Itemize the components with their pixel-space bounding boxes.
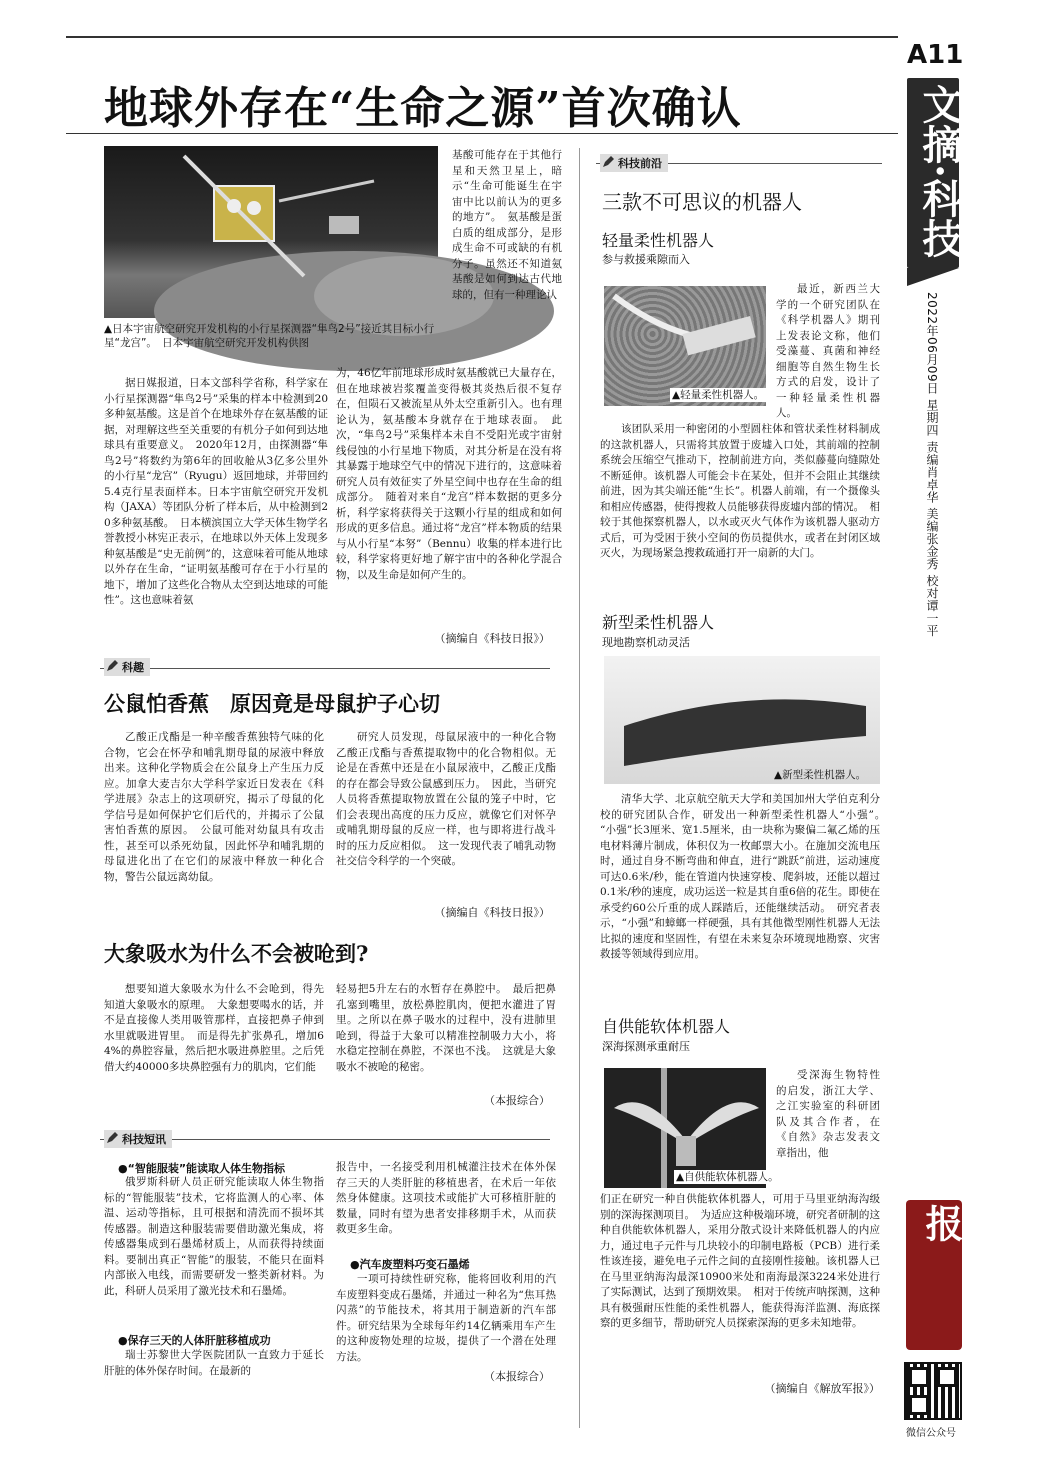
robot1-side-text: 最近，新西兰大学的一个研究团队在《科学机器人》期刊上发表论文称，他们受藻蔓、真菌和神经细胞等自然生物生长方式的启发，设计了一种轻量柔性机器人。	[776, 283, 880, 419]
briefs-tag-label: 科技短讯	[122, 1133, 166, 1146]
probe-illustration	[104, 146, 438, 318]
robots-tag-label: 科技前沿	[618, 157, 662, 170]
section-banner-slant	[907, 268, 959, 286]
robot2-photo	[604, 656, 880, 784]
robots-title: 三款不可思议的机器人	[602, 190, 802, 214]
header-rule	[66, 36, 898, 38]
mouse-section-tag	[104, 658, 150, 676]
qr-code[interactable]	[904, 1362, 962, 1420]
robot2-subtitle: 现地勘察机动灵活	[602, 636, 690, 649]
paper-logo-text: 株洲晚报	[919, 1204, 1019, 1318]
mouse-article-title: 公鼠怕香蕉 原因竟是母鼠护子心切	[104, 691, 440, 716]
briefs-section-tag	[104, 1130, 172, 1148]
robot2-caption: ▲新型柔性机器人。	[774, 769, 867, 781]
brief1-text: 俄罗斯科研人员正研究能读取人体生物指标的“智能服装”技术，它将监测人的心率、体温、运动等指标，且可根据和清洗而不损坏其传感器。制造这种服装需要借助激光集成，将传感器集成到石墨烯材质上，从而获得持续面料。要制出真正“智能”的服装，不能只在面料内部嵌入电线，而需要研发一整类新材料。为此，科研人员采用了激光技术和石墨烯。	[104, 1176, 324, 1297]
pen-icon	[106, 1132, 118, 1144]
brief2-text: 瑞士苏黎世大学医院团队一直致力于延长肝脏的体外保存时间。在最新的	[104, 1349, 324, 1377]
strip-robot-illustration	[604, 656, 880, 784]
qr-label: 微信公众号	[906, 1428, 956, 1439]
robot3-text: 们正在研究一种自供能软体机器人，可用于马里亚纳海沟级别的深海探测项目。 为适应这种极端环境，研究者研制的这种自供能软体机器人，采用分散式设计来降低机器人的内应力，通过电子元件与几块较小的印制电路板（PCB）进行柔性该连接，避免电子元件之间的直接刚性接触。该机器人已在马里亚纳海沟最深10900米处和南海最深3224米处进行了实际测试，达到了预期效果。 相对于传统声呐探测，这种具有极强耐压性能的柔性机器人，能获得海洋监测、海底探察的更多细节，帮助研究人员探索深海的更多未知地带。	[600, 1193, 880, 1329]
section-banner	[907, 78, 963, 268]
page-number: A11	[907, 40, 964, 70]
section-title: 文摘·科技	[916, 84, 963, 258]
brief3-text: 一项可持续性研究称，能将回收利用的汽车废塑料变成石墨烯，并通过一种名为“焦耳热闪蒸”的节能技术，将其用于制造新的汽车部件。研究结果为全球每年约14亿辆乘用车产生的这种废物处理的垃圾，提供了一个潜在处理方法。	[336, 1273, 556, 1363]
robot1-text: 该团队采用一种密闭的小型圆柱体和管状柔性材料制成的这款机器人，只需将其放置于废墟入口处，其前端的控制系统会压缩空气推动下，控制前进方向，类似藤蔓向缝隙处不断延伸。该机器人可能会卡在某处，但并不会阻止其继续前进，因为其尖端还能“生长”。机器人前端，有一个摄像头和相应传感器，使得搜救人员能够获得废墟内部的情况。 相较于其他探察机器人，以水或灭火气体作为该机器人驱动方式后，可为受困于狭小空间的伤员提供水，或者在封闭区域灭火，为现场紧急搜救疏通打开一扇新的大门。	[600, 423, 880, 559]
brief3-title: ●汽车废塑料巧变石墨烯	[350, 1258, 470, 1271]
robot3-subtitle: 深海探测承重耐压	[602, 1040, 690, 1053]
robot1-title: 轻量柔性机器人	[602, 231, 715, 250]
pen-icon	[602, 156, 614, 168]
robot1-subtitle: 参与救援乘隙而入	[602, 253, 690, 266]
robot2-title: 新型柔性机器人	[602, 613, 715, 632]
paper-logo	[906, 1200, 1019, 1350]
mouse-section-rule	[100, 668, 550, 669]
brief2-title: ●保存三天的人体肝脏移植成功	[118, 1334, 271, 1347]
main-article-source: （摘编自《科技日报》）	[434, 632, 550, 645]
robot3-caption: ▲自供能软体机器人。	[676, 1171, 779, 1183]
elephant-article-col1: 想要知道大象吸水为什么不会呛到，得先知道大象吸水的原理。 大象想要喝水的话，并不是直接像人类用吸管那样，直接把鼻子伸到水里就吸进胃里。 而是得先扩张鼻孔，增加64%的鼻腔容量，然后把水吸进鼻腔里。之后凭借大约40000多块鼻腔强有力的肌肉，它们能	[104, 983, 324, 1073]
elephant-article-source: （本报综合）	[484, 1094, 550, 1107]
robots-section-tag	[600, 154, 668, 172]
robots-source: （摘编自《解放军报》）	[764, 1382, 880, 1395]
asteroid-probe-photo	[104, 146, 438, 318]
brief1-title: ●“智能服装”能读取人体生物指标	[118, 1162, 286, 1175]
asteroid-photo-caption: ▲日本宇宙航空研究开发机构的小行星探测器“隼鸟2号”接近其目标小行星“龙宫”。 日本宇宙航空研究开发机构供图	[104, 323, 435, 349]
brief-col2-text: 报告中，一名接受利用机械灌注技术在体外保存三天的人类肝脏的移植患者，在术后一年依然身体健康。这项技术或能扩大可移植肝脏的数量，同时有望为患者安排移期手术，从而获救更多生命。	[336, 1161, 556, 1235]
elephant-article-col2: 轻易把5升左右的水暂存在鼻腔中。 最后把鼻孔塞到嘴里，放松鼻腔肌肉，便把水灌进了胃里。之所以在鼻子吸水的过程中，没有进肺里呛到，得益于大象可以精准控制吸力大小，将水稳定控制在鼻腔，不深也不浅。 这就是大象吸水不被呛的秘密。	[336, 983, 556, 1073]
robot3-title: 自供能软体机器人	[602, 1017, 731, 1036]
main-article-title: 地球外存在“生命之源”首次确认	[104, 83, 742, 134]
pen-icon	[106, 660, 118, 672]
robot2-text: 清华大学、北京航空航天大学和美国加州大学伯克利分校的研究团队合作，研发出一种新型柔性机器人“小强”。 “小强”长3厘米、宽1.5厘米，由一块称为聚偏二氟乙烯的压电材料薄片制成，体积仅为一枚邮票大小。在施加交流电压时，通过自身不断弯曲和伸直，进行“跳跃”前进，运动速度可达0.6米/秒，能在管道内快速穿梭、爬斜坡，还能以超过0.1米/秒的速度，成功运送一粒是其自重6倍的花生。即使在承受约60公斤重的成人踩踏后，还能继续活动。 研究者表示，“小强”和蟑螂一样硬强，具有其他微型刚性机器人无法比拟的速度和坚固性，有望在未来复杂环境现地勘察、灾害救援等领域得到应用。	[600, 793, 891, 960]
elephant-article-title: 大象吸水为什么不会被呛到?	[104, 941, 369, 966]
briefs-source: （本报综合）	[484, 1370, 550, 1383]
column-divider	[579, 148, 580, 1428]
mouse-article-source: （摘编自《科技日报》）	[434, 906, 550, 919]
robot3-side-text: 受深海生物特性的启发，浙江大学、之江实验室的科研团队及其合作者，在《自然》杂志发表文章指出，他	[776, 1069, 880, 1159]
main-article-col2: 为，46亿年前地球形成时氨基酸就已大量存在，但在地球被岩浆覆盖变得极其炎热后很不复存在，但陨石又被流星从外太空重新引入。也有理论认为，氨基酸本身就存在于地球表面。 此次，“隼鸟2号”采集样本未自不受阳光或宇宙射线侵蚀的小行星地下物质，对其分析是在没有将其暴露于地球空气中的情况下进行的，这意味着研究人员有效征实了外星空间中也存在生命的组成部分。 随着对来自“龙宫”样本数据的更多分析，科学家将获得关于这颗小行星的组成和如何形成的更多信息。通过将“龙宫”样本物质的结果与从小行星“本努”（Bennu）收集的样本进行比较，科学家将更好地了解宇宙中的各种化学混合物，以及生命是如何产生的。	[336, 367, 562, 581]
robot1-caption: ▲轻量柔性机器人。	[672, 389, 765, 401]
mouse-tag-label: 科趣	[122, 661, 144, 674]
main-article-col1: 据日媒报道，日本文部科学省称，科学家在小行星探测器“隼鸟2号”采集的样本中检测到20多种氨基酸。这是首个在地球外存在氨基酸的证据，对理解这些至关重要的有机分子如何到达地球具有重要意义。 2020年12月，由探测器“隼鸟2号”将数约为第6年的回收舱从3亿多公里外的小行星“龙宫”（Ryugu）返回地球，并带回约5.4克行星表面样本。日本宇宙航空研究开发机构（JAXA）等团队分析了样本后，从中检测到20多种氨基酸。 日本横滨国立大学天体生物学名誉教授小林宪正表示，在地球以外天体上发现多种氨基酸是“史无前例”的，这意味着可能从地球以外存在生命，“证明氨基酸可存在于小行星的地下，增加了这些化合物从太空到达地球的可能性”。这也意味着氨	[104, 377, 328, 606]
sidebar-info: 2022年06月09日 星期四 责编肖卓华 美编张金秀 校对谭一平	[925, 292, 939, 637]
main-article-side-text: 基酸可能存在于其他行星和天然卫星上，暗示“生命可能诞生在宇宙中比以前认为的更多的地方”。 氨基酸是蛋白质的组成部分，是形成生命不可或缺的有机分子。虽然还不知道氨基酸是如何到达古代地球的，但有一种理论认	[452, 149, 562, 301]
mouse-article-col2: 研究人员发现，母鼠尿液中的一种化合物乙酸正戊酯与香蕉提取物中的化合物相似。无论是在香蕉中还是在小鼠尿液中，乙酸正戊酯的存在都会导致公鼠感到压力。 因此，当研究人员将香蕉提取物放置在公鼠的笼子中时，它们会表现出高度的压力反应，就像它们对怀孕或哺乳期母鼠的反应一样，也与即将进行战斗时的压力反应相似。 这一发现代表了哺乳动物社交信令科学的一个突破。	[336, 731, 556, 867]
mouse-article-col1: 乙酸正戊酯是一种辛酸香蕉独特气味的化合物，它会在怀孕和哺乳期母鼠的尿液中释放出来。这种化学物质会在公鼠身上产生压力反应。加拿大麦吉尔大学科学家近日发表在《科学进展》杂志上的这项研究，揭示了母鼠的化学信号是如何保护它们后代的，并揭示了公鼠害怕香蕉的原因。 公鼠可能对幼鼠具有攻击性，甚至可以杀死幼鼠，因此怀孕和哺乳期的母鼠进化出了在它们的尿液中释放一种化合物，警告公鼠远离幼鼠。	[104, 731, 324, 883]
